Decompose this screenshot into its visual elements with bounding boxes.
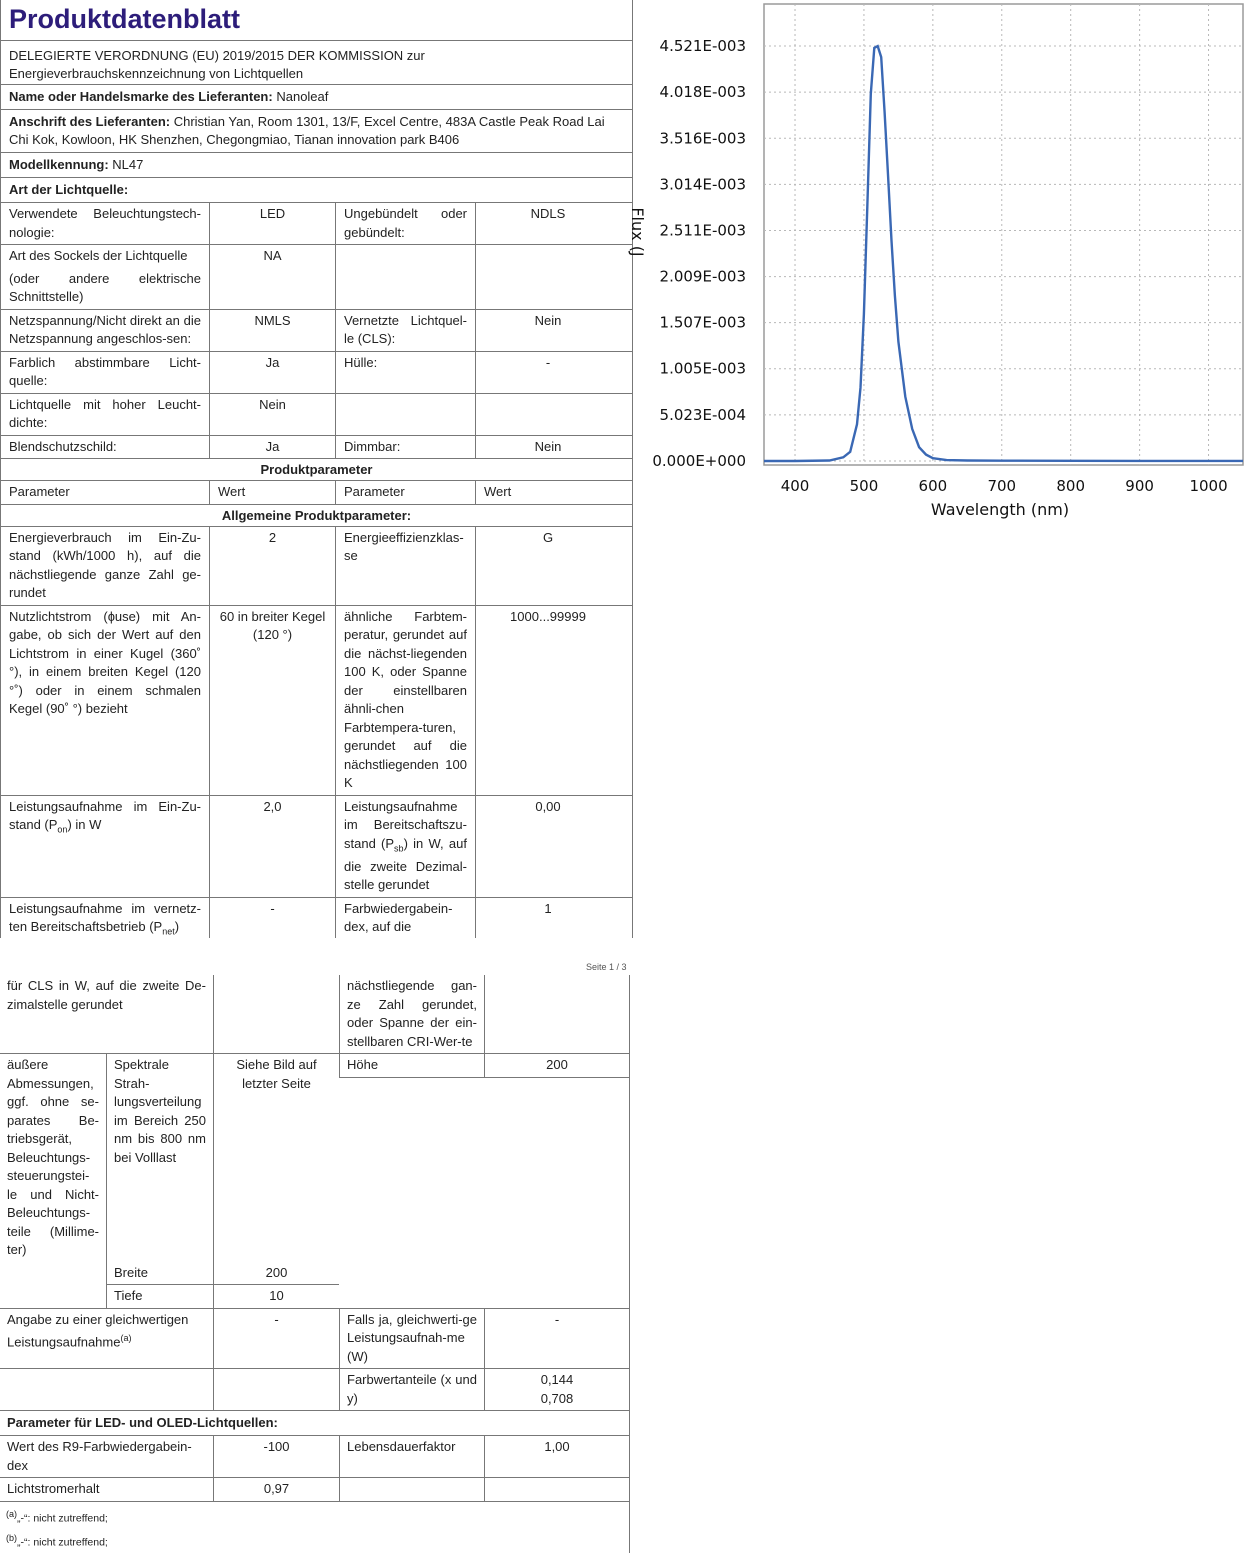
high-luminance-label: Lichtquelle mit hoher Leucht-dichte: [9,396,201,430]
table-row [1,898,632,938]
energy-consumption-value: 2 [209,527,335,605]
equivalent-power-w-label: Falls ja, gleichwerti-ge Leistungsaufnah-me (W) [339,1309,484,1369]
spectral-distribution-value: Siehe Bild auf letzter Seite [213,1054,339,1262]
column-header-parameter: Parameter [335,481,475,504]
address-value: Christian Yan, Room 1301, 13/F, Excel Centre, 483A Castle Peak Road Lai Chi Kok, Kowloon, HK Shenzhen, Chegongmiao, Tianan innovation park B406 [9,114,605,147]
column-header-value: Wert [209,481,335,504]
table-row [1,352,632,394]
useful-flux-value: 60 in breiter Kegel (120 °) [209,606,335,795]
tech-label: Verwendete Beleuchtungstech-nologie: [9,206,201,240]
supplier-row [1,85,632,110]
column-header-parameter: Parameter [9,484,70,499]
model-row [1,153,632,178]
y-tick-label: 4.521E-003 [659,37,746,55]
table-row [0,1369,629,1411]
table-row [1,394,632,436]
y-tick-label: 4.018E-003 [659,83,746,102]
useful-flux-label: Nutzlichtstrom (ɸuse) mit An-gabe, ob sich der Wert auf den Lichtstrom in einer Kugel (360˚ °), in einem breiten Kegel (120 °˚) oder in einem schmalen Kegel (90˚ °) bezieht [9,608,201,716]
x-tick-label: 900 [1125,477,1154,495]
model-value: NL47 [112,157,144,172]
footnote-b: $^{(b)}$„-“: nicht zutreffend; [6,1533,108,1549]
spectrum-chart [628,0,1251,530]
empty-cell [475,245,620,309]
general-parameters-heading: Allgemeine Produktparameter: [1,505,632,527]
chromaticity-x: 0,144 [540,1372,574,1387]
page-title: Produktdatenblatt [1,0,632,41]
networked-standby-label: Leistungsaufnahme im vernetz-ten Bereitschaftsbetrieb $(P_{net})$ [9,900,201,937]
page-number: Seite 1 / 3 [586,962,627,972]
table-row [0,1309,629,1370]
networked-standby-value: - [209,898,335,938]
equivalent-power-w-value: - [484,1309,629,1369]
energy-consumption-label: Energieverbrauch im Ein-Zu-stand (kWh/1000 h), auf die nächstliegende ganze Zahl ge-rundet [9,529,201,600]
column-header-value: Wert [475,481,620,504]
chromaticity-y: 0,708 [540,1390,574,1406]
standby-power-label: Leistungsaufnahme im Bereitschaftszu-stand $(P_{sb})$ in W, auf die zweite Dezimal-stelle gerundet [335,796,475,897]
x-tick-label: 400 [780,477,810,495]
x-tick-label: 800 [1056,477,1086,495]
table-row [1,606,632,796]
networked-standby-label-cont: für CLS in W, auf die zweite De-zimalstelle gerundet [7,978,206,1012]
color-tunable-label: Farblich abstimmbare Licht-quelle: [9,354,201,388]
r9-value: -100 [213,1436,339,1477]
table-row [1,310,632,352]
y-tick-label: 2.511E-003 [659,221,746,240]
regulation-text: DELEGIERTE VERORDNUNG (EU) 2019/2015 DER KOMMISSION zur Energieverbrauchskennzeichnung von Lichtquellen [1,41,632,85]
glare-value: Ja [209,436,335,459]
cct-value: 1000...99999 [475,606,620,795]
empty-cell [484,975,629,1053]
on-mode-power-value: 2,0 [209,796,335,897]
empty-cell [213,975,339,1053]
cls-label: Vernetzte Lichtquel-le (CLS): [335,310,475,351]
depth-value: 10 [213,1285,339,1308]
table-row [0,1054,629,1309]
table-row [1,436,632,460]
mains-value: NMLS [209,310,335,351]
socket-label [1,245,209,309]
standby-power-value: 0,00 [475,796,620,897]
dimmable-label: Dimmbar: [335,436,475,459]
y-axis-label: Flux (J [628,207,647,257]
empty-cell [335,394,475,435]
table-header-row [1,481,632,505]
product-parameters-heading: Produktparameter [1,459,632,481]
cct-label: ähnliche Farbtem-peratur, gerundet auf die nächst-liegenden 100 K, oder Spanne der einstellbaren ähnli-chen Farbtempera-turen, gerundet auf die nächstliegenden 100 K [335,606,475,795]
envelope-value: - [475,352,620,393]
efficiency-class-label: Energieeffizienzklas-se [335,527,475,605]
width-label: Breite [106,1262,213,1286]
socket-label-line1: Art des Sockels der Lichtquelle [9,248,188,263]
table-row [1,245,632,310]
table-row [1,527,632,606]
plot-area [764,4,1243,465]
socket-label-line2: (oder andere elektrische Schnittstelle) [9,270,201,304]
footnote-a: $^{(a)}$„-“: nicht zutreffend; [6,1508,108,1524]
bundle-value: NDLS [475,203,620,244]
x-tick-label: 500 [849,477,879,495]
y-tick-label: 3.014E-003 [659,175,746,194]
table-row [0,1436,629,1478]
empty-cell [475,394,620,435]
socket-value: NA [209,245,335,309]
mains-label: Netzspannung/Nicht direkt an die Netzspannung angeschlos-sen: [9,312,201,346]
supplier-label: Name oder Handelsmarke des Lieferanten: [9,89,273,104]
y-tick-labels [652,37,746,470]
on-mode-power-label: Leistungsaufnahme im Ein-Zu-stand $(P_{on})$ in W [9,798,201,835]
empty-cell [339,1478,484,1501]
table-row [1,203,632,245]
dimensions-label: äußere Abmessungen, ggf. ohne se-parates Be-triebsgerät, Beleuchtungs-steuerungstei-le und Nicht-Beleuchtungs-teile (Millime-ter) [7,1057,99,1257]
cls-value: Nein [475,310,620,351]
x-axis-label: Wavelength (nm) [930,500,1070,519]
lumen-maintenance-value: 0,97 [213,1478,339,1501]
height-value: 200 [484,1054,629,1078]
envelope-label: Hülle: [335,352,475,393]
address-row [1,110,632,153]
y-tick-label: 1.507E-003 [659,313,746,332]
x-tick-label: 700 [987,477,1017,495]
table-row [0,1478,629,1502]
empty-cell [484,1478,629,1501]
empty-cell [0,1369,213,1410]
dimmable-value: Nein [475,436,620,459]
glare-label: Blendschutzschild: [9,438,117,454]
datasheet-page-1 [0,0,633,938]
lumen-maintenance-label: Lichtstromerhalt [7,1481,100,1496]
table-row [0,975,629,1054]
color-tunable-value: Ja [209,352,335,393]
efficiency-class-value: G [475,527,620,605]
survival-factor-label: Lebensdauerfaktor [339,1436,484,1477]
empty-cell [213,1369,339,1410]
equivalent-power-value: - [213,1309,339,1369]
height-label: Höhe [339,1054,484,1078]
cri-label-cont: nächstliegende gan-ze Zahl gerundet, oder Spanne der ein-stellbaren CRI-Wer-te [339,975,484,1053]
x-tick-labels [781,477,1228,495]
width-value: 200 [213,1262,339,1286]
y-tick-label: 0.000E+000 [652,452,746,470]
light-source-type-heading: Art der Lichtquelle: [1,178,632,203]
depth-label: Tiefe [106,1285,213,1308]
datasheet-page-2 [0,975,630,1553]
chromaticity-label: Farbwertanteile (x und y) [339,1369,484,1410]
y-tick-label: 2.009E-003 [659,267,746,286]
empty-cell [335,245,475,309]
y-tick-label: 3.516E-003 [659,129,746,148]
model-label: Modellkennung: [9,157,109,172]
chromaticity-value [484,1369,629,1410]
supplier-value: Nanoleaf [276,89,329,104]
y-tick-label: 5.023E-004 [659,405,746,424]
cri-value: 1 [475,898,620,938]
equivalent-power-label: Angabe zu einer gleichwertigen Leistungsaufnahme$^{(a)}$ [7,1311,189,1350]
table-row [1,796,632,898]
led-parameters-heading: Parameter für LED- und OLED-Lichtquellen: [0,1411,629,1436]
bundle-label: Ungebündelt oder gebündelt: [335,203,475,244]
y-tick-label: 1.005E-003 [659,359,746,378]
tech-value: LED [209,203,335,244]
high-luminance-value: Nein [209,394,335,435]
cri-label: Farbwiedergabein-dex, auf die [335,898,475,938]
survival-factor-value: 1,00 [484,1436,629,1477]
address-label: Anschrift des Lieferanten: [9,114,171,129]
x-tick-label: 600 [918,477,948,495]
spectral-distribution-label: Spektrale Strah-lungsverteilung im Bereich 250 nm bis 800 nm bei Volllast [106,1054,213,1262]
r9-label: Wert des R9-Farbwiedergabein-dex [7,1439,192,1473]
x-tick-label: 1000 [1189,477,1228,495]
